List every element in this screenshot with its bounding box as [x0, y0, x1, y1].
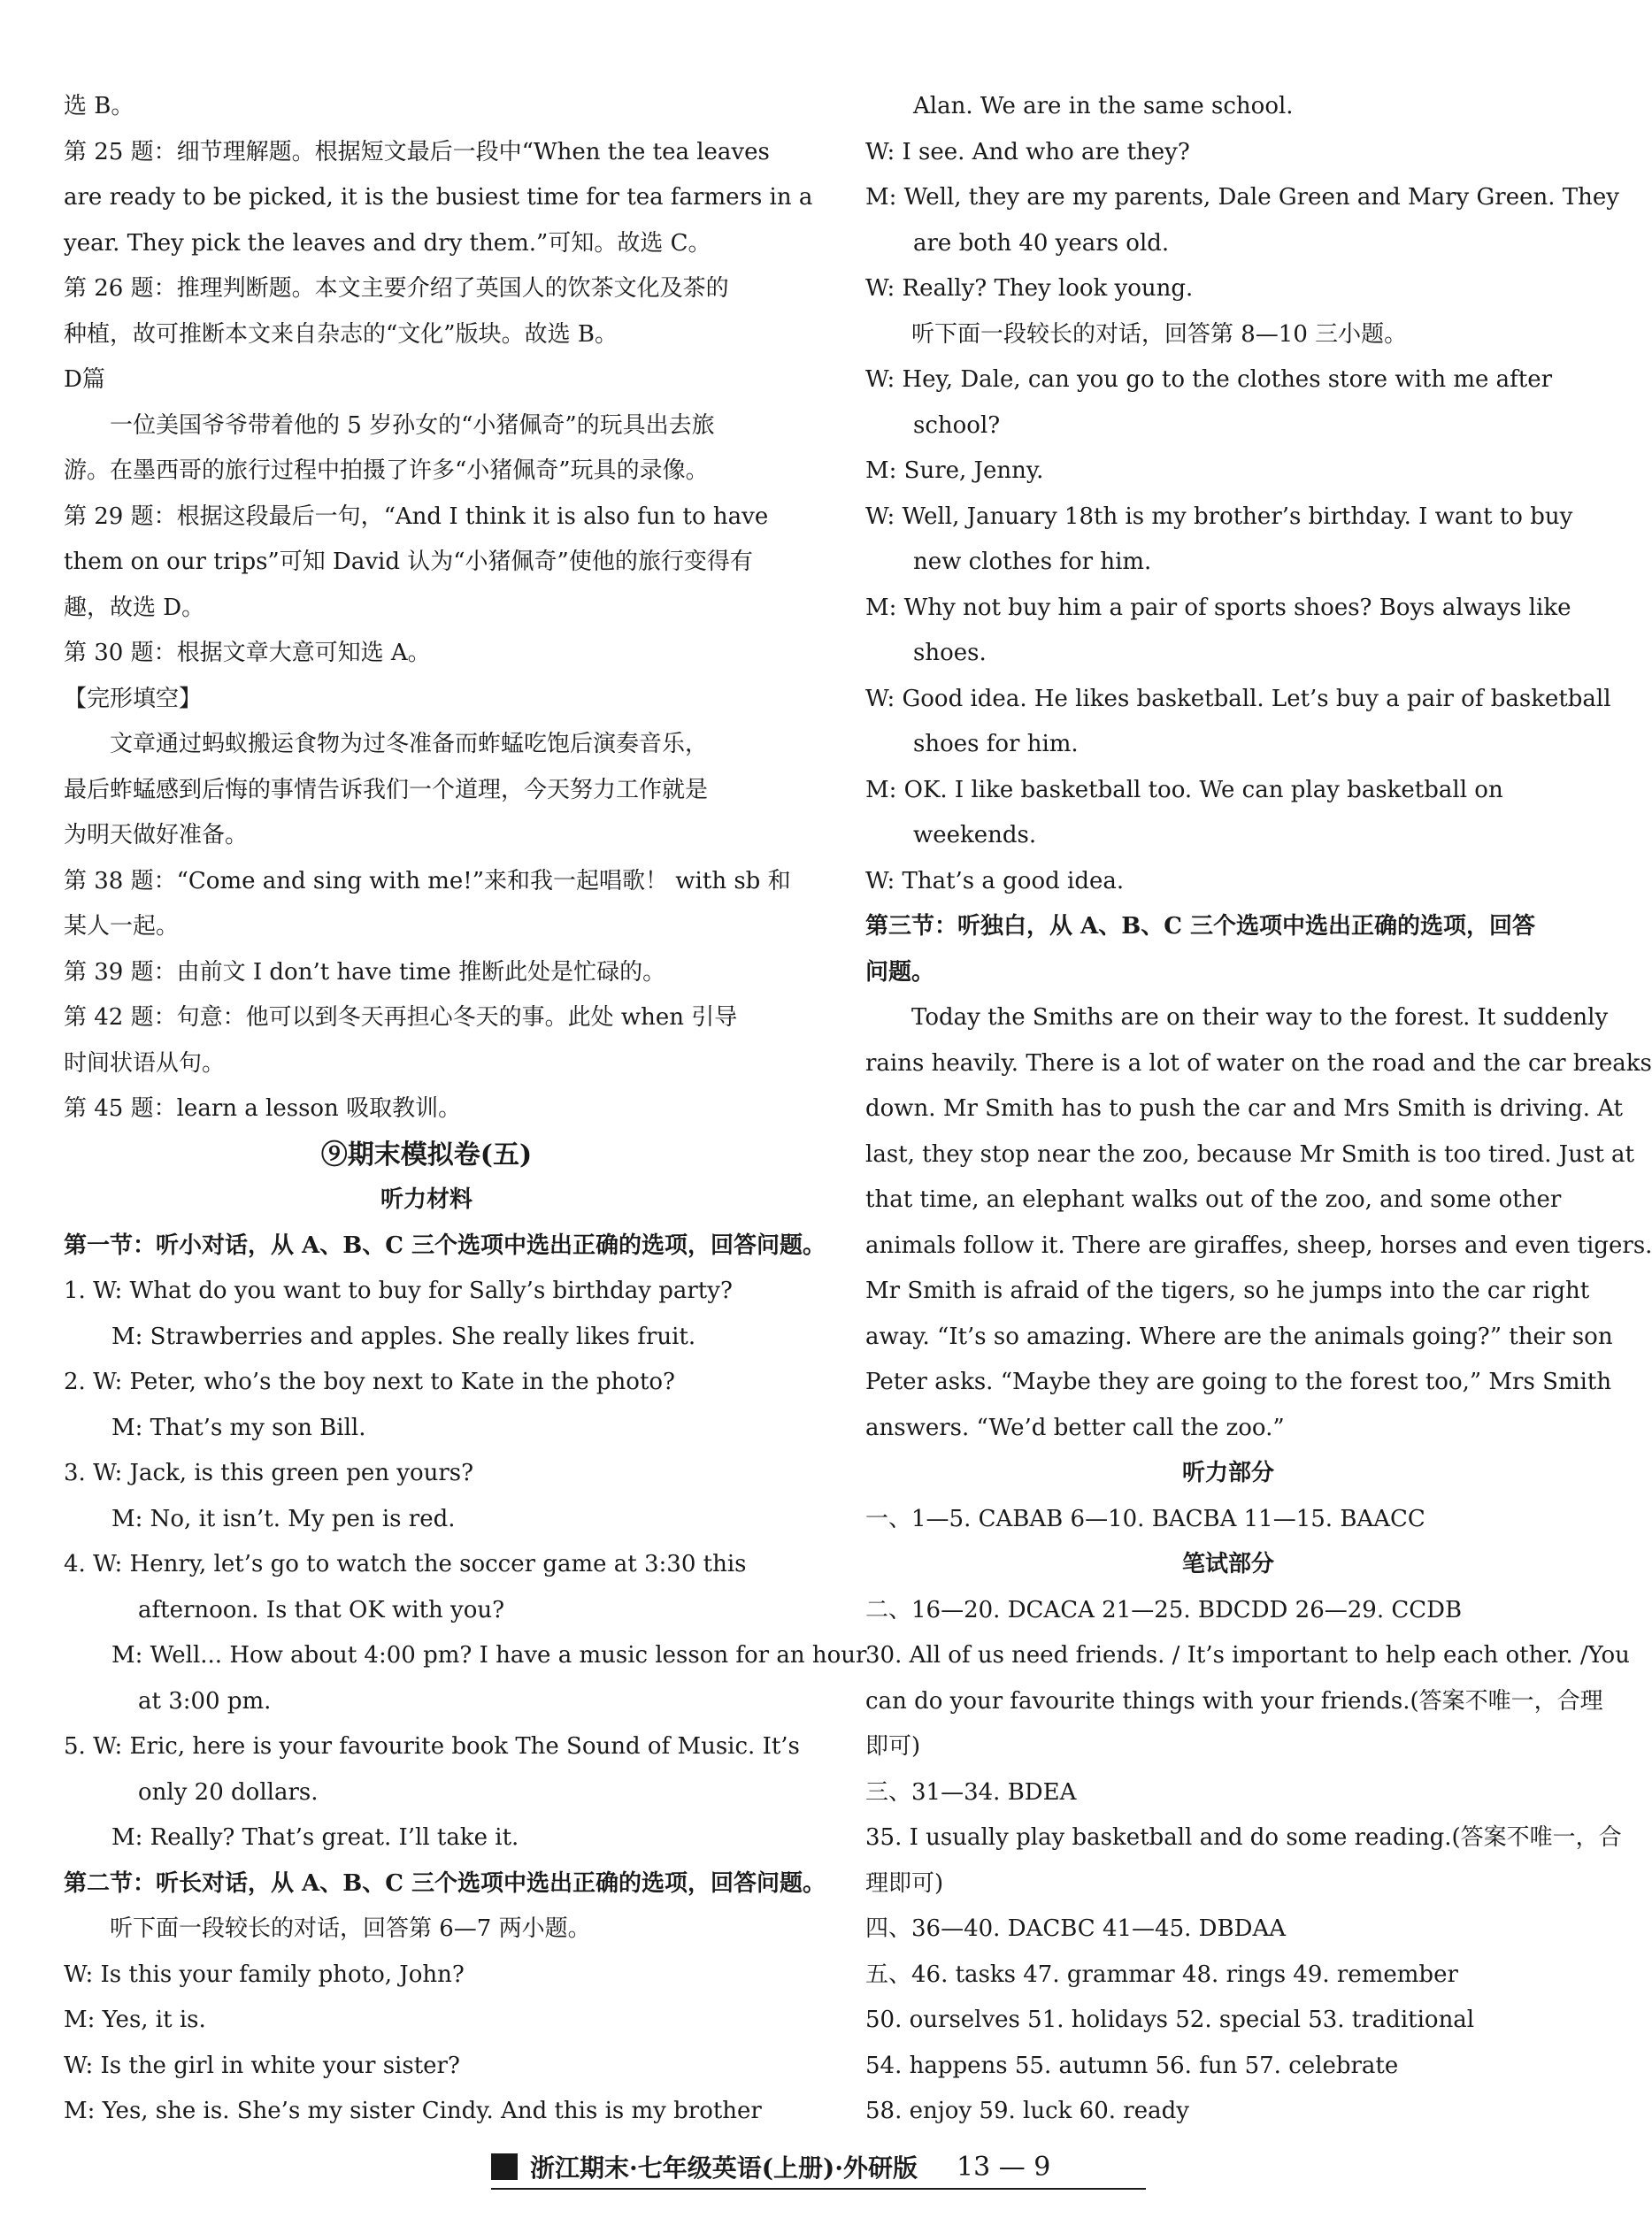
text-line: away. “It’s so amazing. Where are the animals going?” their son [865, 1323, 1613, 1350]
text-line: 某人一起。 [64, 913, 180, 940]
left-column [64, 84, 867, 2135]
text-line: D篇 [64, 366, 105, 393]
text-line: M: Sure, Jenny. [865, 457, 1044, 484]
text-line: 趣，故选 D。 [64, 594, 205, 621]
text-line: W: I see. And who are they? [865, 138, 1190, 165]
text-line: rains heavily. There is a lot of water on the road and the car breaks [865, 1049, 1652, 1077]
text-line: 第 29 题：根据这段最后一句，“And I think it is also fun to have [64, 503, 769, 530]
text-line: shoes. [913, 640, 987, 666]
text-line: M: Really? That’s great. I’ll take it. [111, 1824, 519, 1851]
text-line: W: Hey, Dale, can you go to the clothes store with me after [865, 366, 1553, 393]
text-line: 即可) [865, 1733, 921, 1760]
text-line: 30. All of us need friends. / It’s important to help each other. /You [865, 1642, 1630, 1669]
text-line: 第一节：听小对话，从 A、B、C 三个选项中选出正确的选项，回答问题。 [64, 1232, 826, 1259]
text-line: 第三节：听独白，从 A、B、C 三个选项中选出正确的选项，回答 [865, 913, 1535, 940]
text-line: W: That’s a good idea. [865, 867, 1125, 894]
text-line: 听下面一段较长的对话，回答第 8—10 三小题。 [911, 320, 1408, 348]
footer-title: 浙江期末·七年级英语(上册)·外研版 [530, 2153, 918, 2183]
text-line: ⑨期末模拟卷(五) [320, 1139, 533, 1170]
text-line: 5. W: Eric, here is your favourite book The Sound of Music. It’s [64, 1733, 800, 1760]
text-line: weekends. [913, 822, 1037, 848]
text-line: 50. ourselves 51. holidays 52. special 53. traditional [865, 2007, 1475, 2033]
text-line: only 20 dollars. [138, 1778, 319, 1806]
text-line: 【完形填空】 [64, 685, 203, 712]
text-line: 第 42 题：句意：他可以到冬天再担心冬天的事。此处 when 引导 [64, 1004, 738, 1031]
text-line: 第 26 题：推理判断题。本文主要介绍了英国人的饮茶文化及茶的 [64, 275, 729, 302]
text-line: afternoon. Is that OK with you? [138, 1596, 505, 1623]
text-line: Alan. We are in the same school. [913, 93, 1294, 119]
page-footer [491, 2145, 1146, 2190]
text-line: M: Yes, it is. [64, 2007, 206, 2033]
text-line: are ready to be picked, it is the busiest time for tea farmers in a [64, 184, 813, 211]
text-line: 五、46. tasks 47. grammar 48. rings 49. remember [865, 1961, 1458, 1988]
text-line: 时间状语从句。 [64, 1049, 226, 1077]
text-line: at 3:00 pm. [138, 1687, 272, 1715]
footer-square-icon [491, 2153, 518, 2180]
text-line: W: Is the girl in white your sister? [64, 2052, 460, 2079]
text-line: 问题。 [865, 958, 935, 986]
text-line: M: Well, they are my parents, Dale Green and Mary Green. They [865, 184, 1619, 211]
text-line: 选 B。 [64, 93, 134, 119]
page-number: 13 — 9 [957, 2151, 1051, 2183]
text-line: 笔试部分 [1181, 1551, 1274, 1577]
text-line: 听力材料 [380, 1186, 473, 1213]
text-line: new clothes for him. [913, 549, 1152, 575]
text-line: 听力部分 [1181, 1460, 1274, 1486]
text-line: 35. I usually play basketball and do some reading.(答案不唯一，合 [865, 1824, 1622, 1851]
text-line: M: No, it isn’t. My pen is red. [111, 1505, 456, 1532]
text-line: 第 25 题：细节理解题。根据短文最后一段中“When the tea leaves [64, 138, 770, 165]
text-line: 文章通过蚂蚁搬运食物为过冬准备而蚱蜢吃饱后演奏音乐， [110, 731, 709, 757]
text-line: 58. enjoy 59. luck 60. ready [865, 2098, 1189, 2124]
text-line: 2. W: Peter, who’s the boy next to Kate in the photo? [64, 1369, 675, 1395]
text-line: shoes for him. [913, 731, 1079, 757]
text-line: M: Well... How about 4:00 pm? I have a music lesson for an hour [111, 1642, 867, 1669]
text-line: school? [913, 411, 1001, 439]
text-line: M: Yes, she is. She’s my sister Cindy. And this is my brother [64, 2098, 762, 2124]
text-line: W: Good idea. He likes basketball. Let’s buy a pair of basketball [865, 685, 1611, 712]
text-line: 第 38 题：“Come and sing with me!”来和我一起唱歌！ with sb 和 [64, 867, 791, 894]
right-column [865, 84, 1652, 2135]
text-line: down. Mr Smith has to push the car and Mrs Smith is driving. At [865, 1095, 1623, 1122]
text-line: 一位美国爷爷带着他的 5 岁孙女的“小猪佩奇”的玩具出去旅 [110, 411, 715, 439]
text-line: 第 30 题：根据文章大意可知选 A。 [64, 640, 431, 666]
text-line: W: Really? They look young. [865, 275, 1194, 302]
text-line: are both 40 years old. [913, 229, 1170, 257]
text-line: 3. W: Jack, is this green pen yours? [64, 1460, 474, 1486]
text-line: 听下面一段较长的对话，回答第 6—7 两小题。 [110, 1915, 591, 1942]
text-line: answers. “We’d better call the zoo.” [865, 1414, 1285, 1441]
text-line: Today the Smiths are on their way to the forest. It suddenly [911, 1004, 1609, 1031]
text-line: Peter asks. “Maybe they are going to the forest too,” Mrs Smith [865, 1369, 1612, 1395]
text-line: animals follow it. There are giraffes, sheep, horses and even tigers. [865, 1232, 1652, 1259]
text-line: 理即可) [865, 1869, 944, 1897]
text-line: 第二节：听长对话，从 A、B、C 三个选项中选出正确的选项，回答问题。 [64, 1869, 826, 1897]
text-line: M: Strawberries and apples. She really likes fruit. [111, 1323, 696, 1350]
text-line: 三、31—34. BDEA [865, 1778, 1077, 1806]
text-line: W: Is this your family photo, John? [64, 1961, 465, 1988]
text-line: Mr Smith is afraid of the tigers, so he jumps into the car right [865, 1278, 1590, 1304]
text-line: 第 39 题：由前文 I don’t have time 推断此处是忙碌的。 [64, 958, 666, 986]
text-line: 54. happens 55. autumn 56. fun 57. celebrate [865, 2052, 1399, 2079]
text-line: 为明天做好准备。 [64, 822, 249, 848]
text-line: 游。在墨西哥的旅行过程中拍摄了许多“小猪佩奇”玩具的录像。 [64, 457, 709, 484]
text-line: can do your favourite things with your friends.(答案不唯一，合理 [865, 1687, 1603, 1715]
text-line: M: OK. I like basketball too. We can play basketball on [865, 776, 1503, 803]
text-line: 四、36—40. DACBC 41—45. DBDAA [865, 1915, 1287, 1942]
text-line: W: Well, January 18th is my brother’s birthday. I want to buy [865, 503, 1573, 530]
text-line: year. They pick the leaves and dry them.”可知。故选 C。 [64, 229, 711, 257]
text-line: 二、16—20. DCACA 21—25. BDCDD 26—29. CCDB [865, 1596, 1463, 1623]
text-line: them on our trips”可知 David 认为“小猪佩奇”使他的旅行变得有 [64, 549, 753, 575]
text-line: 第 45 题：learn a lesson 吸取教训。 [64, 1095, 462, 1122]
text-line: 4. W: Henry, let’s go to watch the soccer game at 3:30 this [64, 1551, 747, 1577]
text-line: 一、1—5. CABAB 6—10. BACBA 11—15. BAACC [865, 1505, 1425, 1532]
text-line: M: Why not buy him a pair of sports shoes? Boys always like [865, 594, 1571, 621]
text-line: M: That’s my son Bill. [111, 1414, 366, 1441]
text-line: 1. W: What do you want to buy for Sally’s birthday party? [64, 1278, 733, 1304]
text-line: 最后蚱蜢感到后悔的事情告诉我们一个道理，今天努力工作就是 [64, 776, 709, 803]
text-line: 种植，故可推断本文来自杂志的“文化”版块。故选 B。 [64, 320, 618, 348]
text-line: last, they stop near the zoo, because Mr Smith is too tired. Just at [865, 1140, 1634, 1168]
text-line: that time, an elephant walks out of the zoo, and some other [865, 1186, 1562, 1213]
